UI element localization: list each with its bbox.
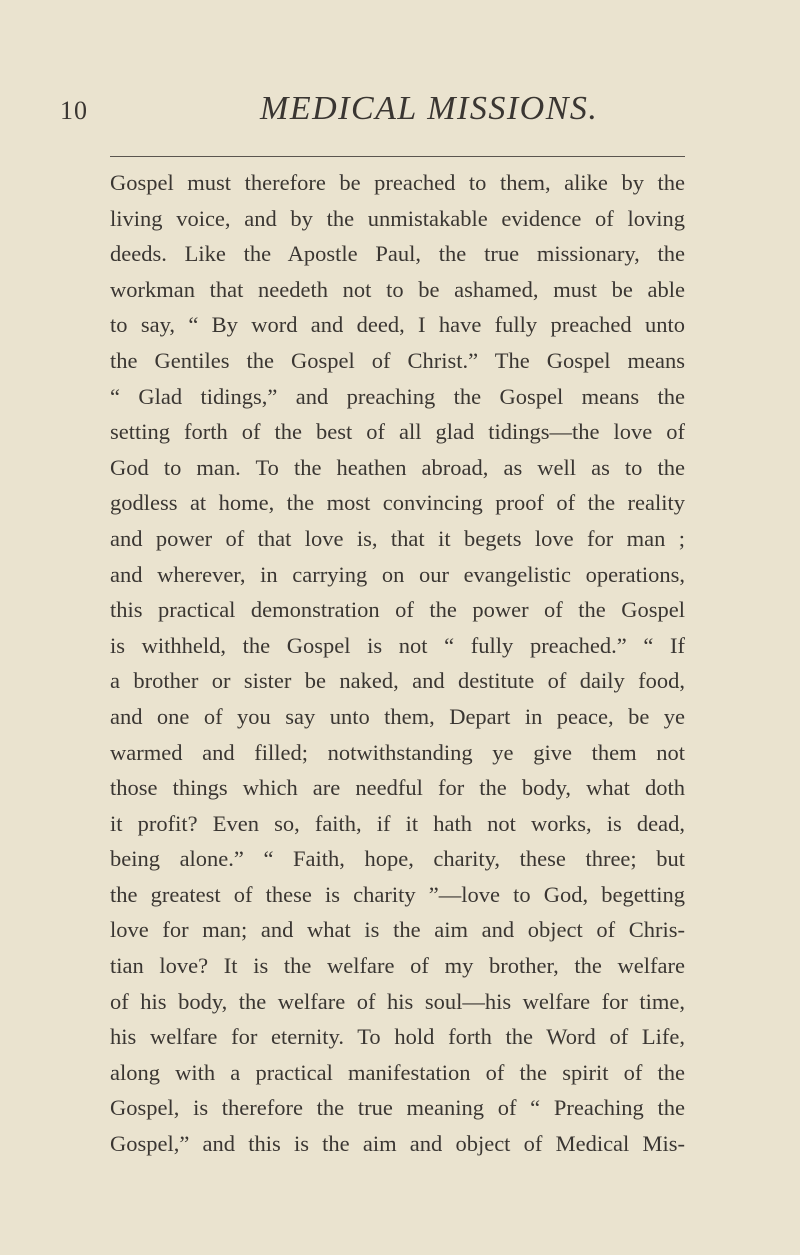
text-line: warmed and filled; notwithstanding ye give them not — [110, 739, 685, 765]
page-number: 10 — [60, 96, 88, 125]
text-line: of his body, the welfare of his soul—his welfare for time, — [110, 988, 685, 1014]
text-line: his welfare for eternity. To hold forth the Word of Life, — [110, 1024, 685, 1050]
body-text — [110, 165, 685, 1162]
text-line: those things which are needful for the body, what doth — [110, 775, 685, 801]
text-line: being alone.” “ Faith, hope, charity, these three; but — [110, 846, 685, 872]
text-line: the greatest of these is charity ”—love to God, begetting — [110, 881, 685, 907]
text-line: the Gentiles the Gospel of Christ.” The Gospel means — [110, 347, 685, 373]
header-rule — [110, 156, 685, 157]
text-line: love for man; and what is the aim and object of Chris- — [110, 917, 685, 943]
text-line: godless at home, the most convincing proof of the reality — [110, 490, 685, 516]
text-line: and one of you say unto them, Depart in peace, be ye — [110, 703, 685, 729]
running-head: MEDICAL MISSIONS. — [260, 90, 599, 127]
text-line: deeds. Like the Apostle Paul, the true missionary, the — [110, 241, 685, 267]
text-line: this practical demonstration of the power of the Gospel — [110, 597, 685, 623]
text-line: Gospel must therefore be preached to them, alike by the — [110, 170, 685, 195]
text-line: it profit? Even so, faith, if it hath not works, is dead, — [110, 810, 685, 836]
text-line: Gospel, is therefore the true meaning of “ Preaching the — [110, 1095, 685, 1121]
text-line: workman that needeth not to be ashamed, must be able — [110, 276, 685, 302]
page-header — [60, 90, 700, 142]
text-line: setting forth of the best of all glad tidings—the love of — [110, 419, 685, 445]
text-line: “ Glad tidings,” and preaching the Gospel means the — [110, 383, 685, 409]
text-line: to say, “ By word and deed, I have fully preached unto — [110, 312, 685, 338]
text-line: a brother or sister be naked, and destitute of daily food, — [110, 668, 685, 694]
text-line: tian love? It is the welfare of my brother, the welfare — [110, 953, 685, 979]
text-line: is withheld, the Gospel is not “ fully preached.” “ If — [110, 632, 685, 658]
text-line: Gospel,” and this is the aim and object of Medical Mis- — [110, 1131, 685, 1157]
text-line: God to man. To the heathen abroad, as well as to the — [110, 454, 685, 480]
text-line: living voice, and by the unmistakable evidence of loving — [110, 205, 685, 231]
text-line: and power of that love is, that it begets love for man ; — [110, 525, 685, 551]
text-line: and wherever, in carrying on our evangelistic operations, — [110, 561, 685, 587]
text-line: along with a practical manifestation of the spirit of the — [110, 1059, 685, 1085]
